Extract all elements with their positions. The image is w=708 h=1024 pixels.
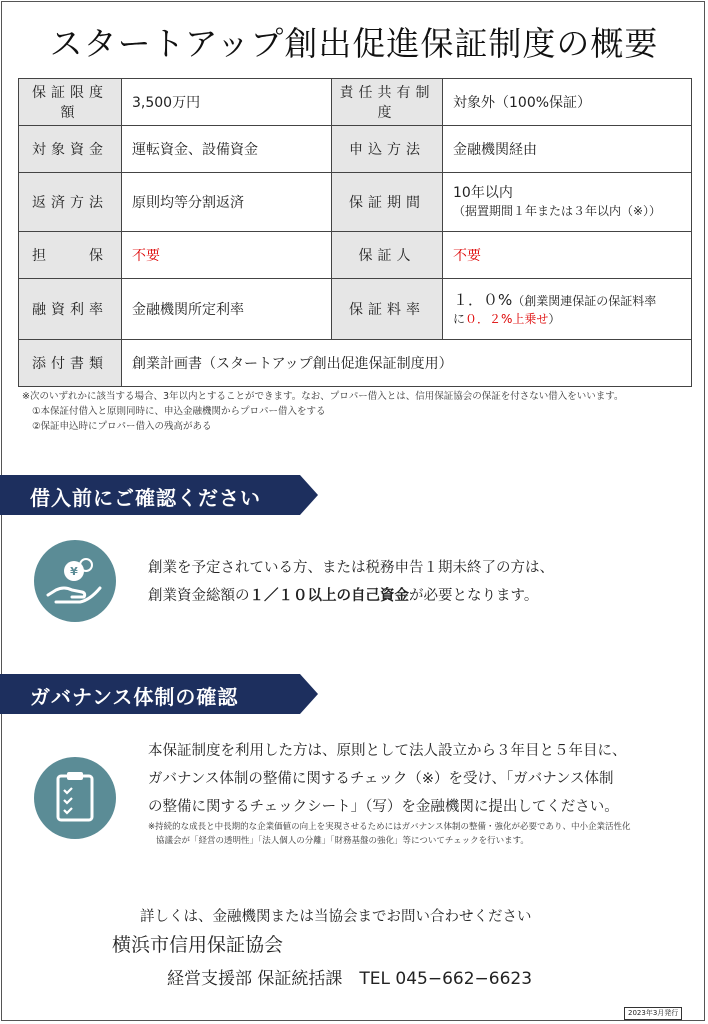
note-line: ※次のいずれかに該当する場合、3年以内とすることができます。なお、プロパー借入とは、信用保証協会の保証を付さない借入をいいます。: [22, 391, 624, 402]
label-collateral: 担 保: [19, 232, 122, 279]
label-application-method: 申込方法: [332, 126, 443, 173]
fine-line: ※持続的な成長と中長期的な企業価値の向上を実現させるためにはガバナンス体制の整備・強化が必要であり、中小企業活性化: [148, 822, 631, 832]
table-row: [19, 340, 692, 387]
organization-name: 横浜市信用保証協会: [112, 934, 284, 956]
section2-line3: の整備に関するチェックシート」（写）を金融機関に提出してください。: [148, 799, 619, 815]
section1-line2: [148, 582, 554, 610]
value-guarantee-period: [443, 173, 692, 232]
value-collateral: 不要: [122, 232, 332, 279]
svg-text:¥: ¥: [70, 565, 78, 578]
fee-rate: １．０%: [453, 290, 513, 309]
label-target-funds: 対象資金: [19, 126, 122, 173]
note-line: ②保証申込時にプロパー借入の残高がある: [32, 421, 212, 432]
value-interest-rate: 金融機関所定利率: [122, 279, 332, 340]
fee-note-prefix: に: [453, 311, 466, 326]
section-banner-governance: [0, 674, 320, 714]
label-shared-responsibility: 責任共有制度: [332, 79, 443, 126]
fee-surcharge: ０．２%上乗せ: [465, 311, 549, 326]
contact-department-phone: 経営支援部 保証統括課 TEL 045−662−6623: [167, 969, 533, 989]
clipboard-check-icon: [34, 757, 116, 839]
section-banner-before-borrowing: [0, 475, 320, 515]
table-row: [19, 279, 692, 340]
text-part: 創業資金総額の: [148, 588, 250, 604]
issue-date-badge: 2023年3月発行: [624, 1007, 682, 1020]
value-shared-responsibility: 対象外（100%保証）: [443, 79, 692, 126]
banner-title: ガバナンス体制の確認: [30, 685, 239, 709]
value-repayment: 原則均等分割返済: [122, 173, 332, 232]
label-guarantee-fee: 保証料率: [332, 279, 443, 340]
table-row: [19, 232, 692, 279]
emphasis-own-funds: １／１０以上の自己資金: [249, 588, 409, 604]
table-notes: [22, 389, 624, 434]
section2-line2: ガバナンス体制の整備に関するチェック（※）を受け、「ガバナンス体制: [148, 771, 614, 787]
page-title: スタートアップ創出促進保証制度の概要: [49, 24, 659, 63]
label-guarantee-limit: 保証限度額: [19, 79, 122, 126]
value-guarantee-limit: 3,500万円: [122, 79, 332, 126]
label-attachments: 添付書類: [19, 340, 122, 387]
yen-hand-icon: [34, 540, 116, 622]
text-part: が必要となります。: [409, 588, 539, 604]
guarantee-period-main: 10年以内: [453, 185, 513, 201]
summary-table: [18, 78, 692, 387]
label-interest-rate: 融資利率: [19, 279, 122, 340]
guarantee-period-note: （据置期間１年または３年以内（※））: [453, 204, 662, 218]
contact-inquiry: 詳しくは、金融機関または当協会までお問い合わせください: [140, 909, 532, 925]
section1-line1: 創業を予定されている方、または税務申告１期未終了の方は、: [148, 560, 554, 576]
label-guarantee-period: 保証期間: [332, 173, 443, 232]
value-guarantee-fee: [443, 279, 692, 340]
value-application-method: 金融機関経由: [443, 126, 692, 173]
value-guarantor: 不要: [443, 232, 692, 279]
value-attachments: 創業計画書（スタートアップ創出促進保証制度用）: [122, 340, 692, 387]
value-target-funds: 運転資金、設備資金: [122, 126, 332, 173]
label-guarantor: 保証人: [332, 232, 443, 279]
section1-text: [148, 554, 554, 610]
fine-line: 協議会が「経営の透明性」「法人個人の分離」「財務基盤の強化」等についてチェックを行います。: [156, 836, 529, 846]
label-repayment: 返済方法: [19, 173, 122, 232]
fee-note: （創業関連保証の保証料率: [512, 293, 657, 308]
table-row: [19, 79, 692, 126]
section2-text: [148, 737, 627, 821]
table-row: [19, 126, 692, 173]
note-line: ①本保証付借入と原則同時に、申込金融機関からプロパー借入をする: [32, 406, 326, 417]
section2-line1: 本保証制度を利用した方は、原則として法人設立から３年目と５年目に、: [148, 743, 627, 759]
table-row: [19, 173, 692, 232]
fee-note-suffix: ）: [548, 311, 561, 326]
banner-title: 借入前にご確認ください: [30, 486, 261, 510]
section2-fine-print: [148, 820, 630, 848]
